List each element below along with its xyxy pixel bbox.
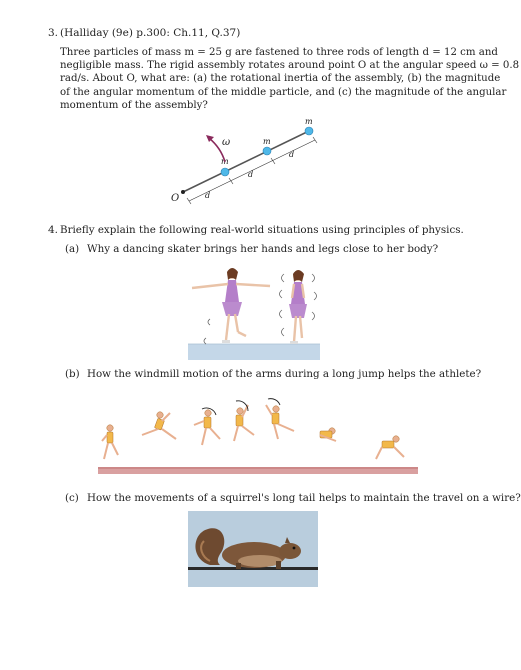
athlete-poses [102,405,404,459]
squirrel-head [279,543,301,559]
ice-surface [188,344,320,360]
mass-label-3: m [305,117,313,126]
origin-label: O [171,193,180,204]
squirrel-photo [188,511,318,587]
q3-line: Three particles of mass m = 25 g are fastened to three rods of length d = 12 cm and [60,47,498,58]
particle-3 [305,127,313,135]
particle-2 [263,147,271,155]
q3-line: of the angular momentum of the middle particle, and (c) the magnitude of the angular [60,86,507,98]
rotation-arrow [268,399,280,405]
q4-number: 4. [48,224,59,236]
mass-label-1: m [221,157,229,166]
q3-title: (Halliday (9e) p.300: Ch.11, Q.37) [60,27,241,39]
q3-line: negligible mass. The rigid assembly rotates around point O at the angular speed ω = 0.8 [60,60,520,72]
particle-1 [221,168,229,176]
omega-label: ω [222,137,231,148]
q3-number: 3. [48,27,59,39]
part-b-label: (b) [65,368,80,380]
part-c-label: (c) [65,492,79,504]
rod-assembly-figure [165,118,325,208]
skater-illustration [188,264,320,360]
q3-line: rad/s. About O, what are: (a) the rotational inertia of the assembly, (b) the magnitude [60,73,501,85]
long-jump-illustration [98,395,418,477]
rod-line [183,130,311,192]
part-a-text: Why a dancing skater brings her hands and legs close to her body? [87,243,439,255]
jump-track [98,469,418,474]
skater-arms-in [280,270,317,344]
q3-body [60,46,520,112]
part-c-text: How the movements of a squirrel's long tail helps to maintain the travel on a wire? [87,492,521,504]
d-label-1: d [205,191,211,200]
pivot-point [181,190,185,194]
q3-line: momentum of the assembly? [60,99,208,111]
mass-label-2: m [263,137,271,146]
d-label-2: d [248,170,254,179]
q4-intro: Briefly explain the following real-world situations using principles of physics. [60,224,464,236]
skater-arms-out [192,268,270,344]
d-label-3: d [289,150,295,159]
part-a-label: (a) [65,243,80,255]
part-b-text: How the windmill motion of the arms during a long jump helps the athlete? [87,368,482,380]
